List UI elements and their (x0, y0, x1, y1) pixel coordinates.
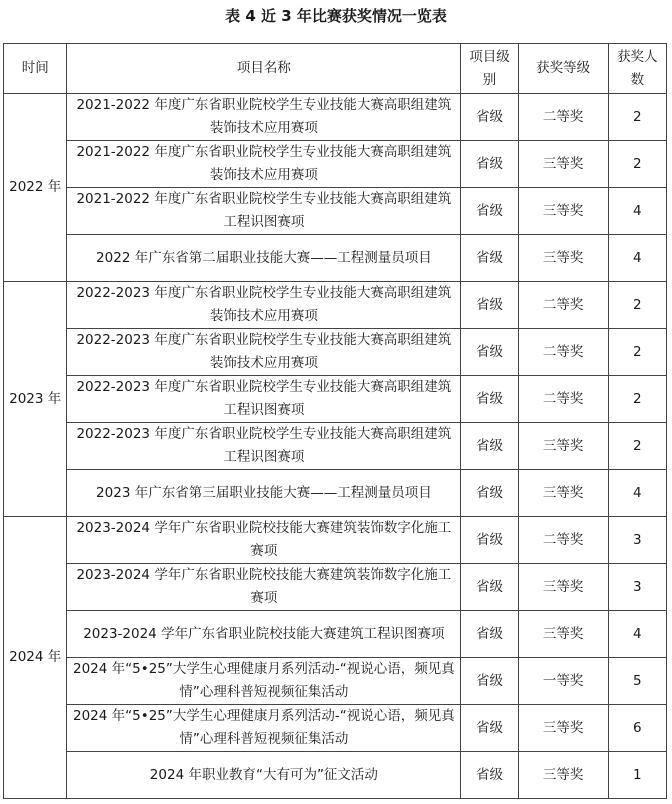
year-cell: 2022 年 (4, 94, 67, 282)
project-name-cell: 2022-2023 年度广东省职业院校学生专业技能大赛高职组建筑工程识图赛项 (67, 423, 461, 470)
count-cell: 6 (608, 705, 666, 752)
count-cell: 1 (608, 752, 666, 799)
level-cell: 省级 (461, 235, 518, 282)
level-cell: 省级 (461, 188, 518, 235)
grade-cell: 三等奖 (518, 235, 608, 282)
header-level: 项目级别 (461, 44, 518, 94)
table-row (4, 329, 667, 376)
project-name-cell: 2023-2024 学年广东省职业院校技能大赛建筑装饰数字化施工赛项 (67, 564, 461, 611)
level-cell: 省级 (461, 141, 518, 188)
table-row (4, 235, 667, 282)
count-cell: 2 (608, 376, 666, 423)
count-cell: 3 (608, 564, 666, 611)
year-cell: 2023 年 (4, 282, 67, 517)
project-name-cell: 2024 年“5•25”大学生心理健康月系列活动-“视说心语，频见真情”心理科普短视频征集活动 (67, 705, 461, 752)
table-row (4, 705, 667, 752)
count-cell: 4 (608, 235, 666, 282)
project-name-cell: 2023 年广东省第三届职业技能大赛——工程测量员项目 (67, 470, 461, 517)
count-cell: 4 (608, 188, 666, 235)
count-cell: 2 (608, 141, 666, 188)
table-row (4, 94, 667, 141)
grade-cell: 三等奖 (518, 564, 608, 611)
count-cell: 2 (608, 423, 666, 470)
count-cell: 5 (608, 658, 666, 705)
project-name-cell: 2022 年广东省第二届职业技能大赛——工程测量员项目 (67, 235, 461, 282)
grade-cell: 三等奖 (518, 705, 608, 752)
header-row (4, 44, 667, 94)
table-row (4, 564, 667, 611)
table-row (4, 752, 667, 799)
level-cell: 省级 (461, 564, 518, 611)
grade-cell: 二等奖 (518, 282, 608, 329)
table-row (4, 376, 667, 423)
year-cell: 2024 年 (4, 517, 67, 799)
table-row (4, 517, 667, 564)
count-cell: 3 (608, 517, 666, 564)
grade-cell: 三等奖 (518, 611, 608, 658)
level-cell: 省级 (461, 282, 518, 329)
header-time: 时间 (4, 44, 67, 94)
level-cell: 省级 (461, 470, 518, 517)
grade-cell: 三等奖 (518, 188, 608, 235)
level-cell: 省级 (461, 752, 518, 799)
count-cell: 4 (608, 611, 666, 658)
project-name-cell: 2022-2023 年度广东省职业院校学生专业技能大赛高职组建筑工程识图赛项 (67, 376, 461, 423)
count-cell: 2 (608, 329, 666, 376)
table-row (4, 658, 667, 705)
project-name-cell: 2022-2023 年度广东省职业院校学生专业技能大赛高职组建筑装饰技术应用赛项 (67, 329, 461, 376)
level-cell: 省级 (461, 611, 518, 658)
level-cell: 省级 (461, 517, 518, 564)
project-name-cell: 2024 年职业教育“大有可为”征文活动 (67, 752, 461, 799)
grade-cell: 二等奖 (518, 376, 608, 423)
grade-cell: 三等奖 (518, 470, 608, 517)
project-name-cell: 2021-2022 年度广东省职业院校学生专业技能大赛高职组建筑工程识图赛项 (67, 188, 461, 235)
level-cell: 省级 (461, 376, 518, 423)
project-name-cell: 2024 年“5•25”大学生心理健康月系列活动-“视说心语，频见真情”心理科普短视频征集活动 (67, 658, 461, 705)
table-row (4, 282, 667, 329)
count-cell: 2 (608, 282, 666, 329)
header-count: 获奖人数 (608, 44, 666, 94)
table-row (4, 423, 667, 470)
level-cell: 省级 (461, 329, 518, 376)
grade-cell: 三等奖 (518, 423, 608, 470)
header-grade: 获奖等级 (518, 44, 608, 94)
project-name-cell: 2021-2022 年度广东省职业院校学生专业技能大赛高职组建筑装饰技术应用赛项 (67, 141, 461, 188)
level-cell: 省级 (461, 658, 518, 705)
project-name-cell: 2023-2024 学年广东省职业院校技能大赛建筑工程识图赛项 (67, 611, 461, 658)
grade-cell: 二等奖 (518, 94, 608, 141)
table-row (4, 141, 667, 188)
level-cell: 省级 (461, 94, 518, 141)
level-cell: 省级 (461, 705, 518, 752)
project-name-cell: 2022-2023 年度广东省职业院校学生专业技能大赛高职组建筑装饰技术应用赛项 (67, 282, 461, 329)
grade-cell: 三等奖 (518, 141, 608, 188)
project-name-cell: 2023-2024 学年广东省职业院校技能大赛建筑装饰数字化施工赛项 (67, 517, 461, 564)
grade-cell: 二等奖 (518, 517, 608, 564)
grade-cell: 一等奖 (518, 658, 608, 705)
table-row (4, 611, 667, 658)
grade-cell: 三等奖 (518, 752, 608, 799)
table-row (4, 188, 667, 235)
grade-cell: 二等奖 (518, 329, 608, 376)
level-cell: 省级 (461, 423, 518, 470)
count-cell: 4 (608, 470, 666, 517)
header-name: 项目名称 (67, 44, 461, 94)
awards-table (3, 43, 667, 799)
count-cell: 2 (608, 94, 666, 141)
table-title: 表 4 近 3 年比赛获奖情况一览表 (225, 7, 447, 25)
table-row (4, 470, 667, 517)
project-name-cell: 2021-2022 年度广东省职业院校学生专业技能大赛高职组建筑装饰技术应用赛项 (67, 94, 461, 141)
